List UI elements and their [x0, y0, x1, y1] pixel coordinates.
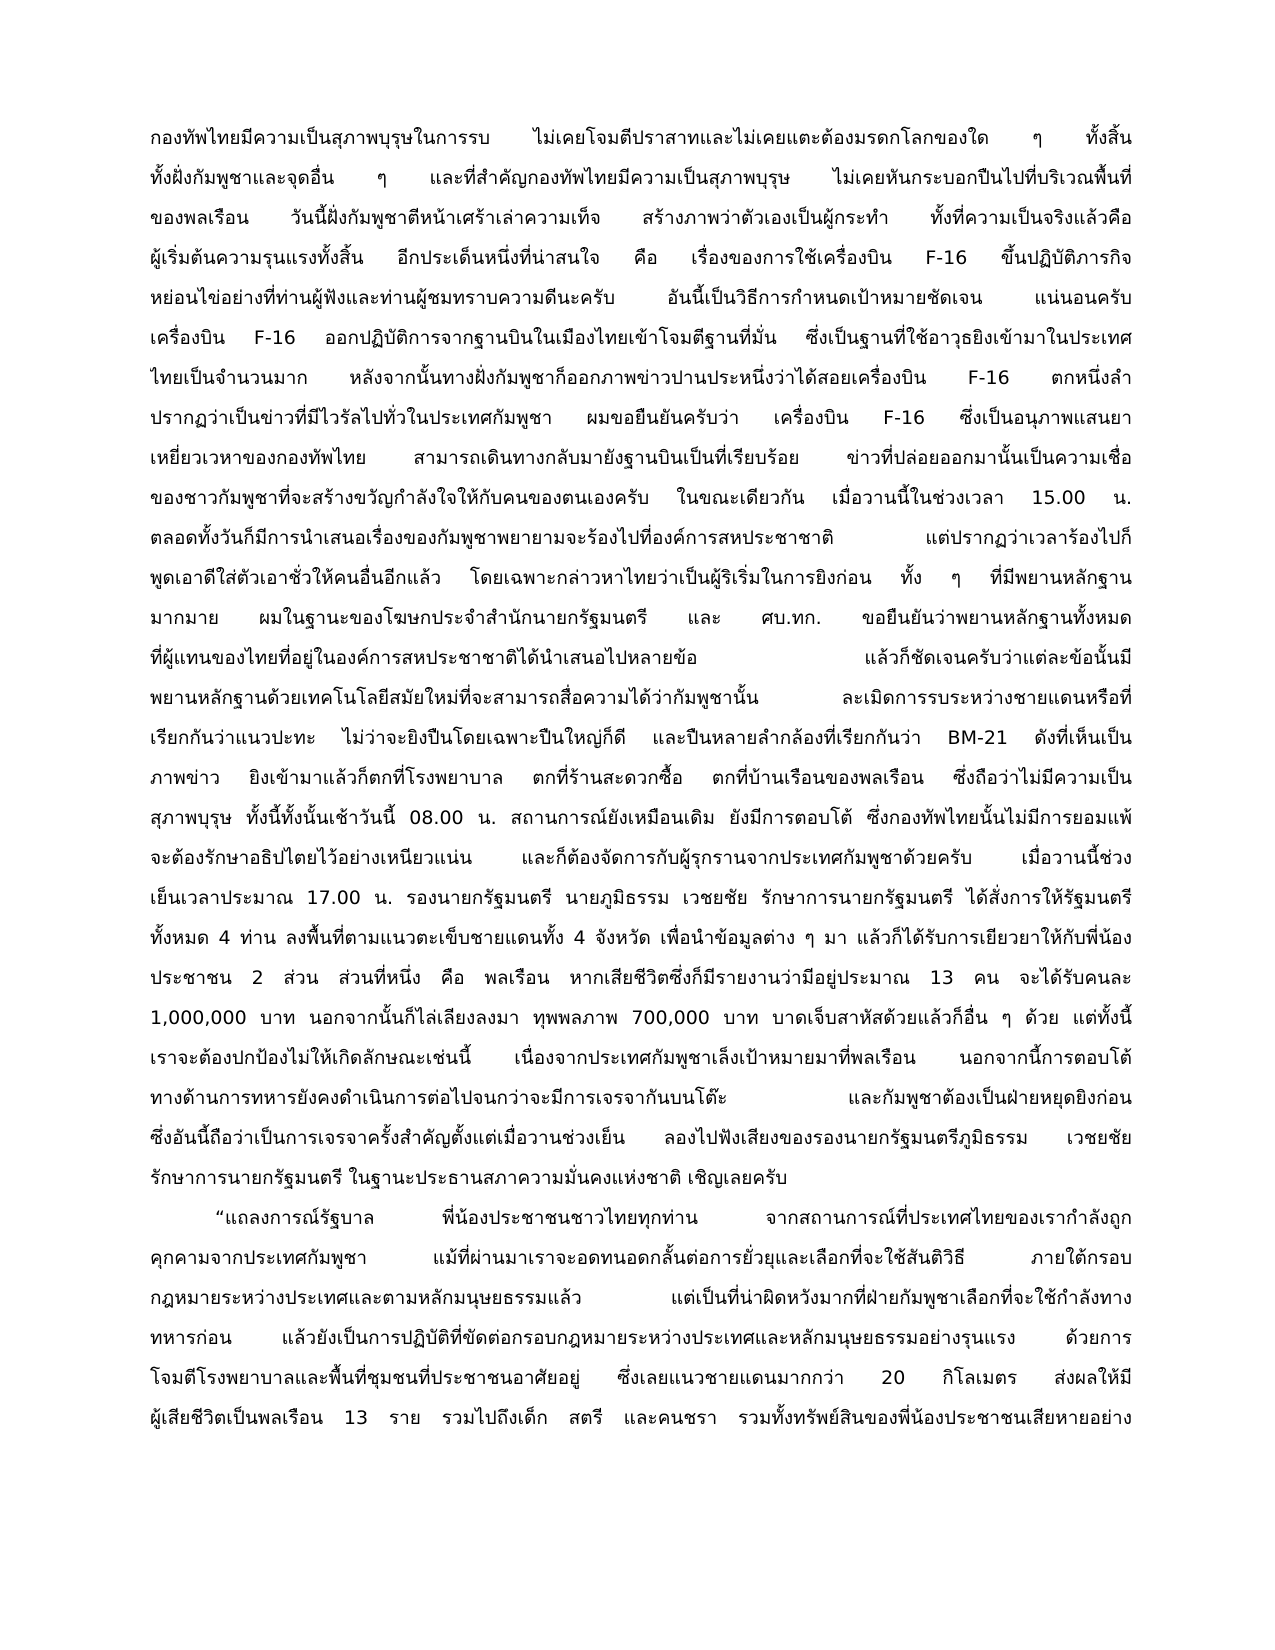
- text-line-last: รักษาการนายกรัฐมนตรี ในฐานะประธานสภาความมั่นคงแห่งชาติ เชิญเลยครับ: [150, 1167, 788, 1189]
- text-line: ประชาชน 2 ส่วน ส่วนที่หนึ่ง คือ พลเรือน หากเสียชีวิตซึ่งก็มีรายงานว่ามีอยู่ประมาณ 13 คน จะได้รับคนละ: [150, 967, 1132, 989]
- text-line: ไทยเป็นจำนวนมาก หลังจากนั้นทางฝั่งกัมพูชาก็ออกภาพข่าวปานประหนึ่งว่าได้สอยเครื่องบิน F-16 ตกหนึ่งลำ: [150, 367, 1132, 389]
- body-text: [150, 118, 1132, 1438]
- text-line: ตลอดทั้งวันก็มีการนำเสนอเรื่องของกัมพูชาพยายามจะร้องไปที่องค์การสหประชาชาติ แต่ปรากฏว่าเวลาร้องไปก็: [150, 527, 1132, 549]
- text-line: ของพลเรือน วันนี้ฝั่งกัมพูชาตีหน้าเศร้าเล่าความเท็จ สร้างภาพว่าตัวเองเป็นผู้กระทำ ทั้งที่ความเป็นจริงแล้วคือ: [150, 207, 1132, 229]
- text-line: เราจะต้องปกป้องไม่ให้เกิดลักษณะเช่นนี้ เนื่องจากประเทศกัมพูชาเล็งเป้าหมายมาที่พลเรือน นอกจากนี้การตอบโต้: [150, 1047, 1132, 1069]
- text-line: หย่อนไข่อย่างที่ท่านผู้ฟังและท่านผู้ชมทราบความดีนะครับ อันนี้เป็นวิธีการกำหนดเป้าหมายชัดเจน แน่นอนครับ: [150, 287, 1132, 309]
- text-line: เหยี่ยวเวหาของกองทัพไทย สามารถเดินทางกลับมายังฐานบินเป็นที่เรียบร้อย ข่าวที่ปล่อยออกมานั้นเป็นความเชื่อ: [150, 447, 1132, 469]
- text-line: พูดเอาดีใส่ตัวเอาชั่วให้คนอื่นอีกแล้ว โดยเฉพาะกล่าวหาไทยว่าเป็นผู้ริเริ่มในการยิงก่อน ทั้ง ๆ ที่มีพยานหลักฐาน: [150, 567, 1132, 589]
- text-line: ซึ่งอันนี้ถือว่าเป็นการเจรจาครั้งสำคัญตั้งแต่เมื่อวานช่วงเย็น ลองไปฟังเสียงของรองนายกรัฐมนตรีภูมิธรรม เวชยชัย: [150, 1127, 1132, 1149]
- text-line-indented: “แถลงการณ์รัฐบาล พี่น้องประชาชนชาวไทยทุกท่าน จากสถานการณ์ที่ประเทศไทยของเรากำลังถูก: [215, 1207, 1132, 1229]
- text-line: คุกคามจากประเทศกัมพูชา แม้ที่ผ่านมาเราจะอดทนอดกลั้นต่อการยั่วยุและเลือกที่จะใช้สันติวิธี ภายใต้กรอบ: [150, 1247, 1132, 1269]
- text-line: ผู้เสียชีวิตเป็นพลเรือน 13 ราย รวมไปถึงเด็ก สตรี และคนชรา รวมทั้งทรัพย์สินของพี่น้องประชาชนเสียหายอย่าง: [150, 1407, 1132, 1429]
- text-line: เรียกกันว่าแนวปะทะ ไม่ว่าจะยิงปืนโดยเฉพาะปืนใหญ่ก็ดี และปืนหลายลำกล้องที่เรียกกันว่า BM-21 ดังที่เห็นเป็น: [150, 727, 1132, 749]
- text-line: สุภาพบุรุษ ทั้งนี้ทั้งนั้นเช้าวันนี้ 08.00 น. สถานการณ์ยังเหมือนเดิม ยังมีการตอบโต้ ซึ่งกองทัพไทยนั้นไม่มีการยอมแพ้: [150, 807, 1132, 829]
- text-line: ทางด้านการทหารยังคงดำเนินการต่อไปจนกว่าจะมีการเจรจากันบนโต๊ะ และกัมพูชาต้องเป็นฝ่ายหยุดยิงก่อน: [150, 1087, 1132, 1109]
- text-line: ทหารก่อน แล้วยังเป็นการปฏิบัติที่ขัดต่อกรอบกฎหมายระหว่างประเทศและหลักมนุษยธรรมอย่างรุนแรง ด้วยการ: [150, 1327, 1132, 1349]
- text-line: พยานหลักฐานด้วยเทคโนโลยีสมัยใหม่ที่จะสามารถสื่อความได้ว่ากัมพูชานั้น ละเมิดการรบระหว่างชายแดนหรือที่: [150, 687, 1132, 709]
- text-line: ปรากฏว่าเป็นข่าวที่มีไวรัลไปทั่วในประเทศกัมพูชา ผมขอยืนยันครับว่า เครื่องบิน F-16 ซึ่งเป็นอนุภาพแสนยา: [150, 407, 1132, 429]
- text-line: ทั้งหมด 4 ท่าน ลงพื้นที่ตามแนวตะเข็บชายแดนทั้ง 4 จังหวัด เพื่อนำข้อมูลต่าง ๆ มา แล้วก็ได้รับการเยียวยาให้กับพี่น้อง: [150, 927, 1132, 949]
- text-line: เครื่องบิน F-16 ออกปฏิบัติการจากฐานบินในเมืองไทยเข้าโจมตีฐานที่มั่น ซึ่งเป็นฐานที่ใช้อาวุธยิงเข้ามาในประเทศ: [150, 327, 1132, 349]
- text-line: 1,000,000 บาท นอกจากนั้นก็ไล่เลียงลงมา ทุพพลภาพ 700,000 บาท บาดเจ็บสาหัสด้วยแล้วก็อื่น ๆ ด้วย แต่ทั้งนี้: [150, 1007, 1132, 1029]
- text-line: กองทัพไทยมีความเป็นสุภาพบุรุษในการรบ ไม่เคยโจมตีปราสาทและไม่เคยแตะต้องมรดกโลกของใด ๆ ทั้งสิ้น: [150, 127, 1132, 149]
- text-line: โจมตีโรงพยาบาลและพื้นที่ชุมชนที่ประชาชนอาศัยอยู่ ซึ่งเลยแนวชายแดนมากกว่า 20 กิโลเมตร ส่งผลให้มี: [150, 1367, 1132, 1389]
- text-line: เย็นเวลาประมาณ 17.00 น. รองนายกรัฐมนตรี นายภูมิธรรม เวชยชัย รักษาการนายกรัฐมนตรี ได้สั่งการให้รัฐมนตรี: [150, 887, 1132, 909]
- text-line: จะต้องรักษาอธิปไตยไว้อย่างเหนียวแน่น และก็ต้องจัดการกับผู้รุกรานจากประเทศกัมพูชาด้วยครับ เมื่อวานนี้ช่วง: [150, 847, 1132, 869]
- text-line: ที่ผู้แทนของไทยที่อยู่ในองค์การสหประชาชาติได้นำเสนอไปหลายข้อ แล้วก็ชัดเจนครับว่าแต่ละข้อนั้นมี: [150, 647, 1132, 669]
- text-line: มากมาย ผมในฐานะของโฆษกประจำสำนักนายกรัฐมนตรี และ ศบ.ทก. ขอยืนยันว่าพยานหลักฐานทั้งหมด: [150, 607, 1132, 629]
- text-line: ภาพข่าว ยิงเข้ามาแล้วก็ตกที่โรงพยาบาล ตกที่ร้านสะดวกซื้อ ตกที่บ้านเรือนของพลเรือน ซึ่งถือว่าไม่มีความเป็น: [150, 767, 1132, 789]
- text-line: ทั้งฝั่งกัมพูชาและจุดอื่น ๆ และที่สำคัญกองทัพไทยมีความเป็นสุภาพบุรุษ ไม่เคยหันกระบอกปืนไปที่บริเวณพื้นที่: [150, 167, 1132, 189]
- text-line: ของชาวกัมพูชาที่จะสร้างขวัญกำลังใจให้กับคนของตนเองครับ ในขณะเดียวกัน เมื่อวานนี้ในช่วงเวลา 15.00 น.: [150, 487, 1132, 509]
- text-line: กฎหมายระหว่างประเทศและตามหลักมนุษยธรรมแล้ว แต่เป็นที่น่าผิดหวังมากที่ฝ่ายกัมพูชาเลือกที่จะใช้กำลังทาง: [150, 1287, 1132, 1309]
- text-line: ผู้เริ่มต้นความรุนแรงทั้งสิ้น อีกประเด็นหนึ่งที่น่าสนใจ คือ เรื่องของการใช้เครื่องบิน F-16 ขึ้นปฏิบัติภารกิจ: [150, 247, 1132, 269]
